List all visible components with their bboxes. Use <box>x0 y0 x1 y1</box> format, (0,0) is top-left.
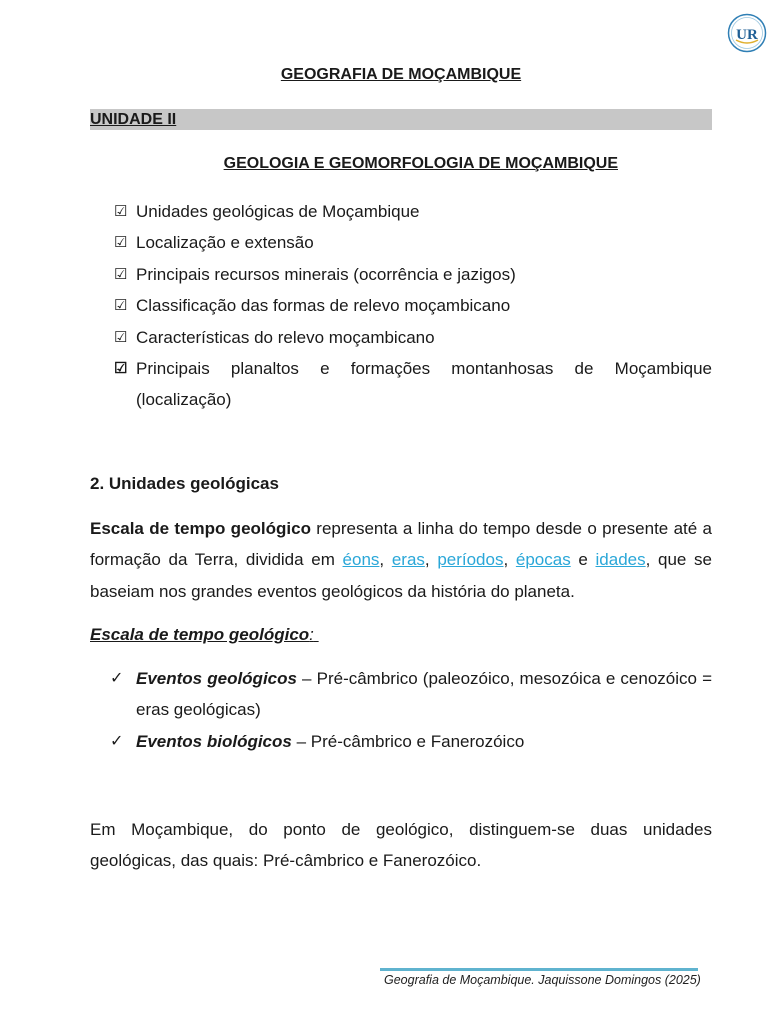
intro-paragraph: Escala de tempo geológico representa a linha do tempo desde o presente até a formação da Terra, dividida em éons, eras, períodos, épocas e idades, que se baseiam nos grandes eventos geológicos da história do planeta. <box>90 519 713 601</box>
unit-label: UNIDADE II <box>90 109 712 130</box>
topic-item <box>114 290 712 321</box>
link-periodos[interactable]: períodos <box>437 550 504 570</box>
checkbox-icon: ☑ <box>114 203 128 220</box>
checkbox-icon: ☑ <box>114 265 128 283</box>
topic-item <box>114 322 712 353</box>
topic-label: Unidades geológicas de Moçambique <box>136 202 420 221</box>
intro-bold: Escala de tempo geológico <box>90 519 311 538</box>
unit-subtitle: GEOLOGIA E GEOMORFOLOGIA DE MOÇAMBIQUE <box>223 155 618 172</box>
topic-item <box>114 196 712 227</box>
checkbox-icon: ☑ <box>114 328 128 346</box>
link-eons[interactable]: éons <box>342 550 380 570</box>
event-title: Eventos geológicos <box>136 669 297 688</box>
topic-label: Características do relevo moçambicano <box>136 327 435 347</box>
event-item <box>110 663 712 726</box>
document-title: GEOGRAFIA DE MOÇAMBIQUE <box>280 66 522 83</box>
event-text: – Pré-câmbrico e Fanerozóico <box>291 731 525 751</box>
checkbox-icon: ☑ <box>114 297 128 315</box>
topic-label: Localização e extensão <box>136 233 314 253</box>
checkmark-icon: ✓ <box>110 670 124 687</box>
logo-text: UR <box>736 27 758 43</box>
topic-label: Principais planaltos e formações montanhosas de Moçambique (localização) <box>136 359 712 410</box>
topic-item <box>114 353 712 416</box>
university-logo <box>727 13 767 53</box>
event-title: Eventos biológicos <box>136 731 292 751</box>
link-eras[interactable]: eras <box>391 550 425 570</box>
checkbox-icon: ☑ <box>114 360 128 378</box>
closing-paragraph: Em Moçambique, do ponto de geológico, distinguem-se duas unidades geológicas, das quais: Pré-câmbrico e Fanerozóico. <box>90 820 712 871</box>
footer-rule <box>380 968 698 971</box>
event-item <box>110 726 712 757</box>
topics-checklist <box>114 196 712 416</box>
events-list <box>110 663 712 757</box>
checkmark-icon: ✓ <box>110 732 124 750</box>
checkbox-icon: ☑ <box>114 234 128 252</box>
link-idades[interactable]: idades <box>595 550 646 570</box>
topic-item <box>114 259 712 290</box>
topic-item <box>114 227 712 258</box>
topic-label: Principais recursos minerais (ocorrência e jazigos) <box>136 264 516 284</box>
event-text: – Pré-câmbrico (paleozóico, mesozóica e cenozóico = eras geológicas) <box>136 669 713 720</box>
section-heading: 2. Unidades geológicas <box>90 474 279 493</box>
topic-label: Classificação das formas de relevo moçambicano <box>136 296 511 316</box>
page-footer: Geografia de Moçambique. Jaquissone Domingos (2025) <box>384 973 701 987</box>
link-epocas[interactable]: épocas <box>515 550 571 570</box>
scale-heading: Escala de tempo geológico: <box>90 625 314 644</box>
